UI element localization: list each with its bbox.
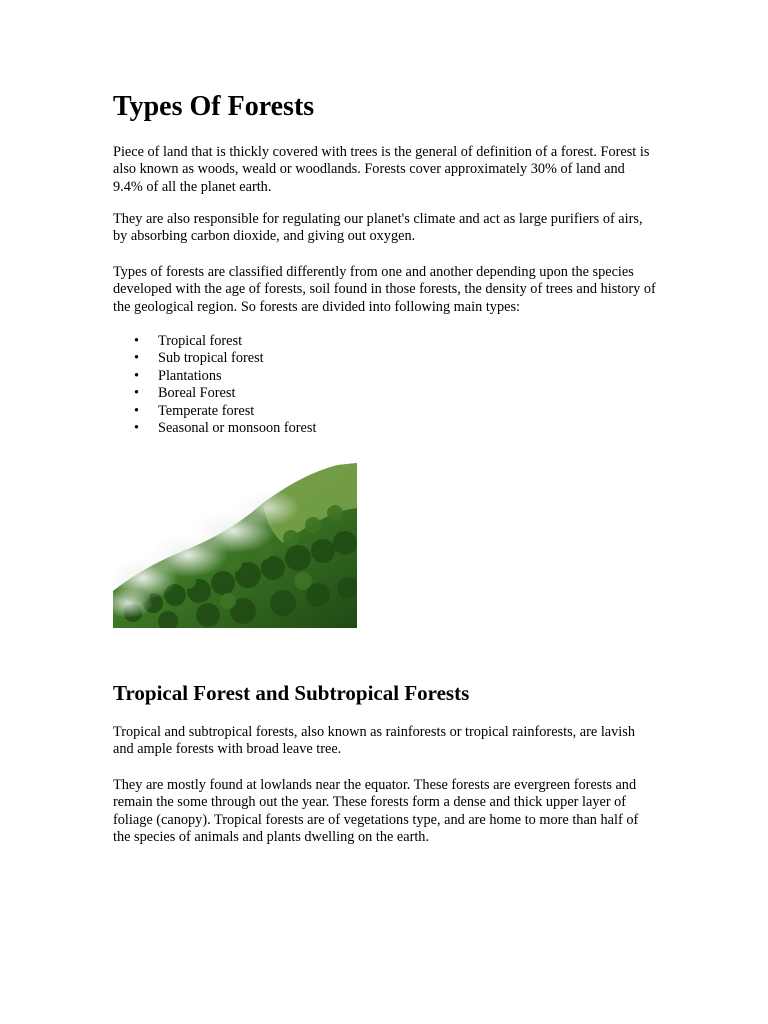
classification-paragraph: Types of forests are classified differently from one and another depending upon the species developed with the age of forests, soil found in those forests, the density of trees and history of the geological region. So forests are divided into following main types: (113, 264, 656, 315)
climate-paragraph: They are also responsible for regulating our planet's climate and act as large purifiers of airs, by absorbing carbon dioxide, and giving out oxygen. (113, 211, 643, 245)
list-item: • Seasonal or monsoon forest (158, 420, 316, 437)
section-heading: Tropical Forest and Subtropical Forests (113, 681, 470, 705)
page-title: Types Of Forests (113, 91, 315, 122)
section-paragraph: Tropical and subtropical forests, also known as rainforests or tropical rainforests, are lavish and ample forests with broad leave tree. (113, 724, 635, 758)
list-item: • Temperate forest (158, 403, 316, 420)
list-item: • Plantations (158, 368, 316, 385)
forest-types-list (113, 333, 316, 437)
list-item: • Sub tropical forest (158, 350, 316, 367)
list-item: • Tropical forest (158, 333, 316, 350)
list-item: • Boreal Forest (158, 385, 316, 402)
section-paragraph: They are mostly found at lowlands near the equator. These forests are evergreen forests and remain the some through out the year. These forests form a dense and thick upper layer of foliage (canopy). Tropical forests are of vegetations type, and are home to more than half of the species of animals and plants dwelling on the earth. (113, 777, 639, 845)
forest-hillside-image (113, 463, 357, 628)
intro-paragraph: Piece of land that is thickly covered with trees is the general of definition of a forest. Forest is also known as woods, weald or woodlands. Forests cover approximately 30% of land and 9.4% of all the planet earth. (113, 144, 650, 195)
